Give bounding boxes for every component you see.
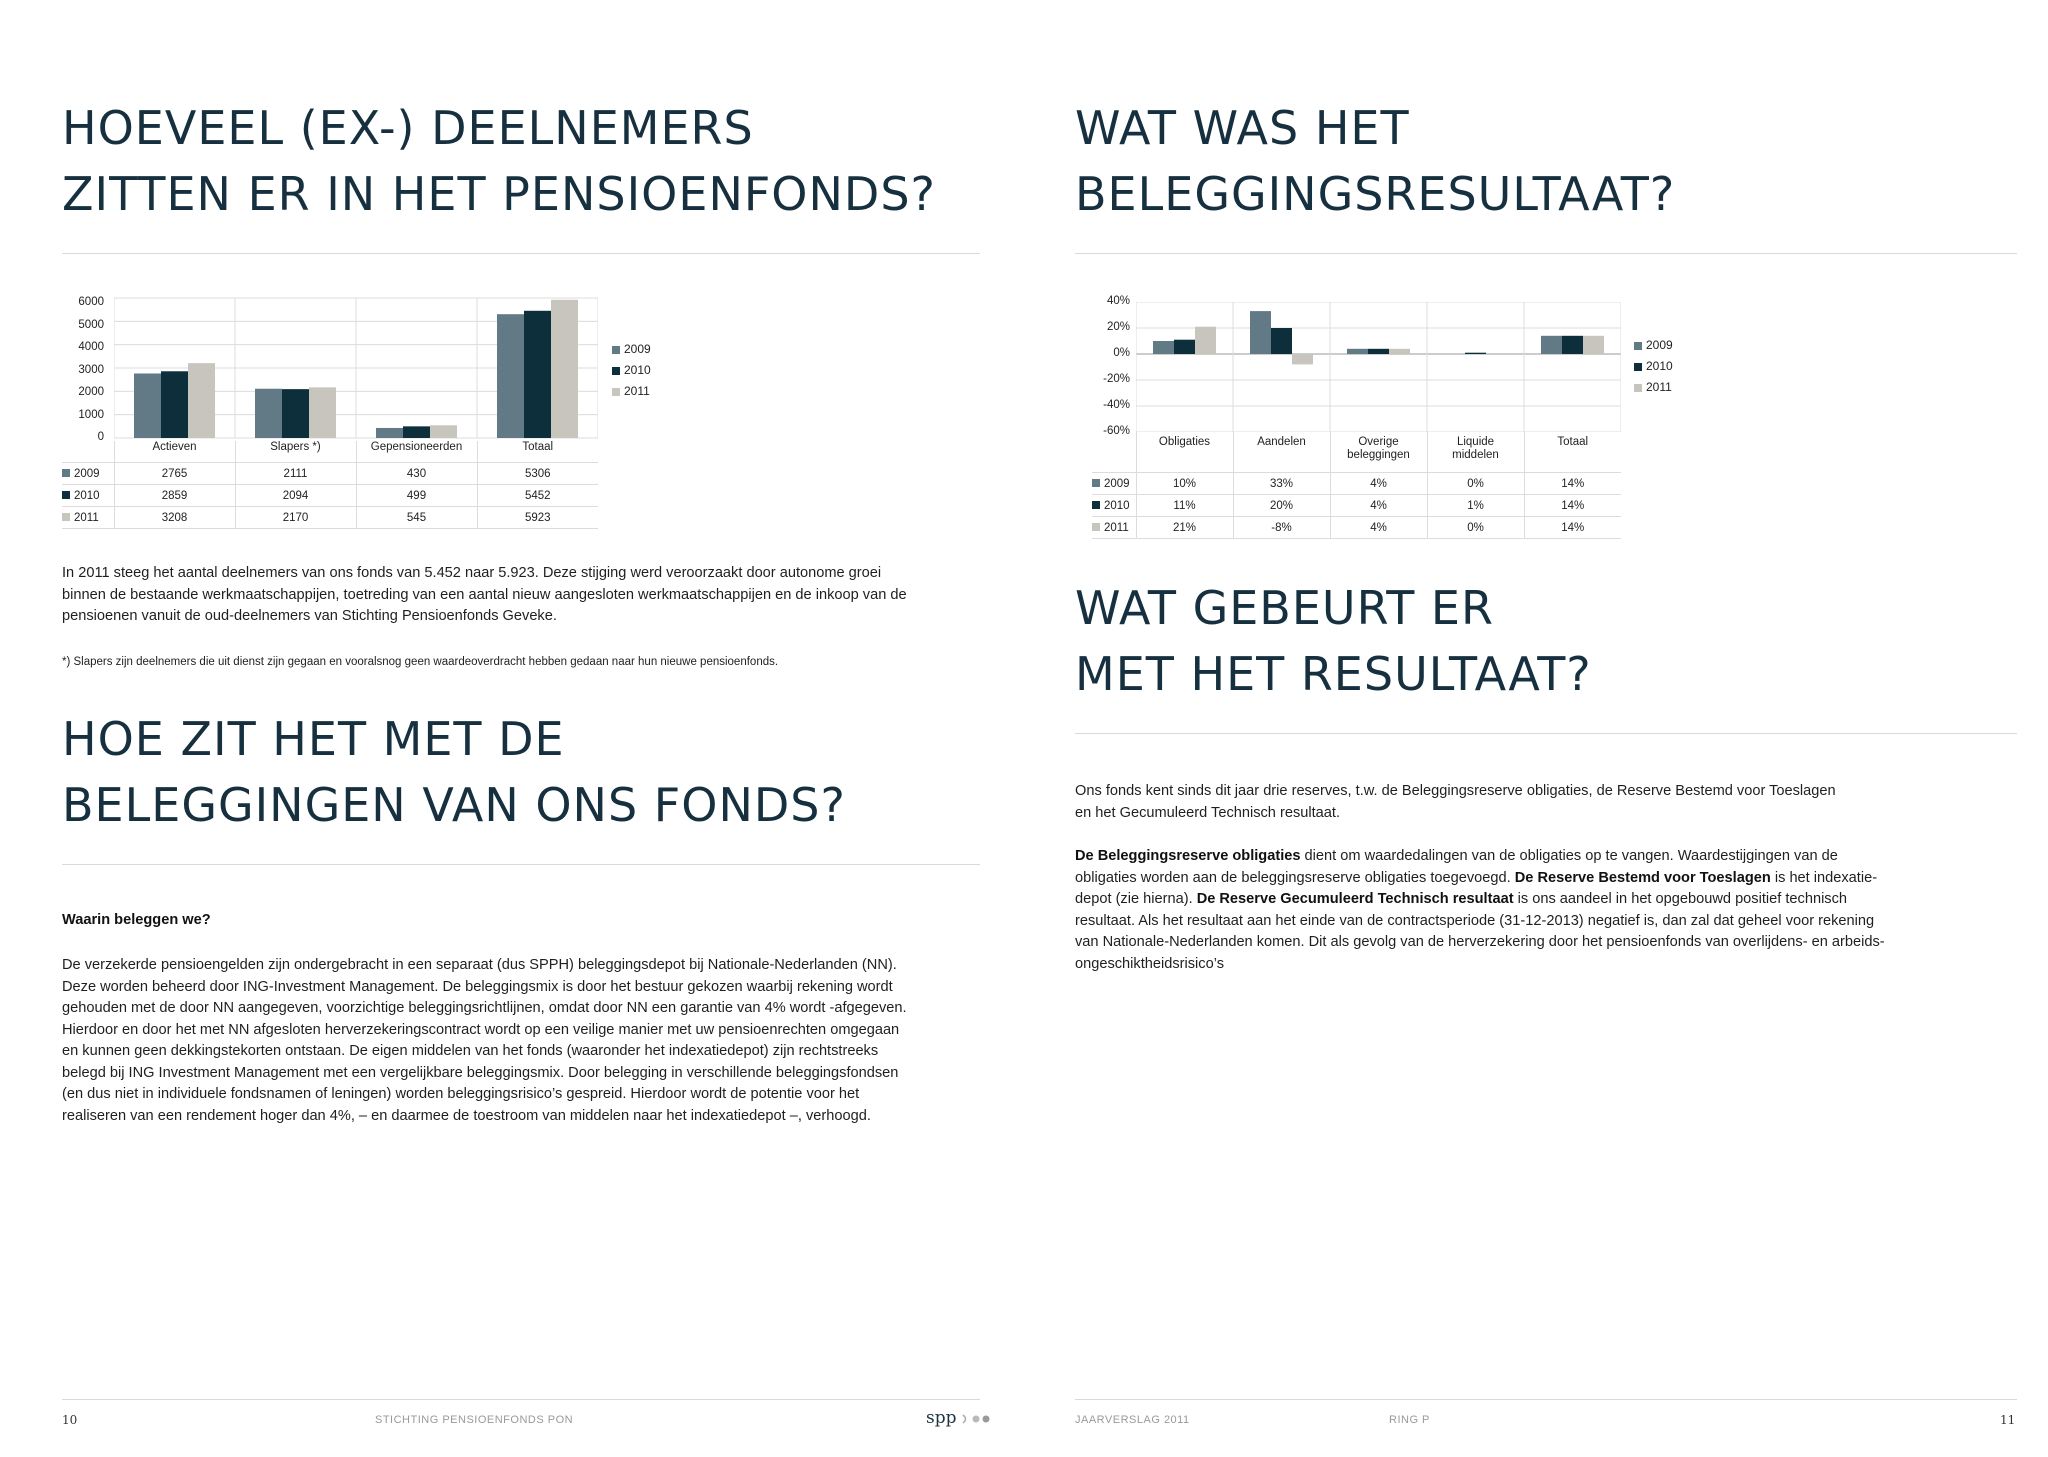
result-heading-line-1: WAT GEBEURT ER (1075, 581, 1494, 635)
bar-2009 (376, 428, 403, 438)
legend-swatch (1092, 523, 1100, 531)
result-heading (1075, 575, 1592, 707)
return-heading-line-1: WAT WAS HET (1075, 101, 1410, 155)
bar-2010 (1368, 349, 1389, 354)
text-run: depot (zie hierna). (1075, 891, 1197, 907)
data-cell: 20% (1233, 495, 1330, 517)
bar-2011 (1195, 327, 1216, 354)
y-tick-label: -40% (1103, 399, 1130, 411)
legend-item-2011 (612, 381, 651, 402)
text-line (1075, 954, 1885, 976)
bar-2009 (497, 314, 524, 438)
participants-bar-plot (114, 295, 598, 441)
data-cell: 5923 (477, 507, 598, 529)
bold-term: De Reserve Gecumuleerd Technisch resultaat (1196, 891, 1514, 907)
text-line: belegd bij ING Investment Management met een vergelijkbare beleggingsmix. Door belegging in verschillende beleggingsfondsen (62, 1064, 899, 1081)
table-row-2010 (62, 485, 598, 507)
table-corner (62, 441, 114, 463)
text-run: obligaties worden aan de beleggingsreserve obligaties toegevoegd. (1075, 869, 1515, 886)
text-run: ongeschiktheidsrisico’s (1075, 955, 1224, 972)
participants-paragraph (62, 563, 907, 628)
data-cell: 0% (1427, 473, 1524, 495)
text-line: en het Gecumuleerd Technisch resultaat. (1075, 804, 1341, 821)
category-label: Slapers *) (235, 441, 356, 463)
y-tick-label: 20% (1106, 321, 1130, 333)
data-cell: 4% (1330, 473, 1427, 495)
text-line: In 2011 steeg het aantal deelnemers van ons fonds van 5.452 naar 5.923. Deze stijging werd veroorzaakt door autonome groei (62, 565, 882, 581)
text-line (1075, 911, 1885, 933)
y-tick-label: 1000 (78, 409, 104, 421)
row-label-text: 2010 (1104, 499, 1130, 512)
table-header-row (1092, 432, 1621, 473)
data-cell: 430 (356, 463, 477, 485)
data-cell: 4% (1330, 495, 1427, 517)
bar-2011 (1292, 354, 1313, 364)
row-label (1092, 473, 1136, 495)
data-cell: 2859 (114, 485, 235, 507)
y-tick-label: 5000 (78, 319, 104, 331)
divider (62, 864, 980, 865)
return-heading (1075, 95, 1675, 227)
legend-swatch (612, 346, 620, 354)
text-line (1075, 932, 1885, 954)
row-label (1092, 495, 1136, 517)
divider (62, 253, 980, 254)
participants-heading-line-1: HOEVEEL (EX-) DEELNEMERS (62, 101, 754, 155)
return-data-table (1092, 432, 1621, 539)
bar-2010 (524, 311, 551, 438)
category-label: Totaal (477, 441, 598, 463)
y-tick-label: 0 (97, 431, 104, 443)
legend-item-2011 (1634, 377, 1673, 398)
data-cell: 14% (1524, 495, 1621, 517)
page-number: 10 (62, 1413, 78, 1427)
row-label-text: 2011 (74, 511, 99, 524)
y-tick-label: 3000 (78, 364, 104, 376)
bar-2009 (1153, 341, 1174, 354)
participants-data-table (62, 441, 598, 529)
row-label (62, 485, 114, 507)
bar-2010 (403, 426, 430, 438)
chart-legend (612, 339, 651, 402)
text-line (1075, 846, 1885, 868)
category-label: Actieven (114, 441, 235, 463)
bar-2011 (1389, 349, 1410, 354)
legend-swatch (1634, 384, 1642, 392)
text-line: en kunnen geen dekkingstekorten ontstaan. De eigen middelen van het fonds (waaronder het indexatiedepot) zijn rechtstreeks (62, 1043, 879, 1059)
return-bar-plot (1136, 302, 1621, 432)
bar-2009 (134, 373, 161, 438)
row-label-text: 2009 (74, 467, 100, 480)
footer-subtitle: RING P (1389, 1414, 1430, 1426)
text-run: is ons aandeel in het opgebouwd positief technisch (1513, 891, 1848, 907)
y-tick-label: 40% (1106, 295, 1130, 307)
text-line: gehouden met de door NN aangegeven, voorzichtige beleggingsrichtlijnen, omdat door NN een garantie van 4% wordt -afgegeven. (62, 1000, 907, 1016)
chart-legend (1634, 335, 1673, 398)
y-tick-label: -60% (1103, 425, 1130, 437)
text-line (1075, 868, 1885, 890)
investments-heading-line-1: HOE ZIT HET MET DE (62, 712, 565, 766)
divider (1075, 733, 2017, 734)
data-cell: 2170 (235, 507, 356, 529)
footer-divider (1075, 1399, 2017, 1400)
bar-2010 (1562, 336, 1583, 354)
page-number: 11 (2000, 1413, 2016, 1427)
bold-term: De Reserve Bestemd voor Toeslagen (1514, 869, 1771, 886)
data-cell: 33% (1233, 473, 1330, 495)
table-row-2010 (1092, 495, 1621, 517)
bar-2011 (309, 387, 336, 438)
text-line: (en dus niet in individuele fondsnamen of leningen) worden beleggingsrisico’s gespreid. Hierdoor wordt de potentie voor het (62, 1086, 860, 1102)
data-cell: 5306 (477, 463, 598, 485)
data-cell: 2765 (114, 463, 235, 485)
legend-label: 2010 (624, 363, 651, 377)
row-label (62, 507, 114, 529)
data-cell: 21% (1136, 517, 1233, 539)
legend-label: 2010 (1646, 359, 1673, 373)
bar-2009 (255, 389, 282, 438)
category-label: Aandelen (1233, 432, 1330, 473)
footer-divider (62, 1399, 980, 1400)
data-cell: 2111 (235, 463, 356, 485)
legend-item-2009 (1634, 335, 1673, 356)
data-cell: 2094 (235, 485, 356, 507)
text-run: resultaat. Als het resultaat aan het einde van de contractsperiode (31-12-2013) negatief is, dan zal dat geheel voor rekening (1075, 912, 1875, 929)
category-label: Overige beleggingen (1330, 432, 1427, 473)
text-line: binnen de bestaande werkmaatschappijen, toetreding van een aantal nieuw aangesloten werkmaatschappijen en de inkoop van de (62, 586, 907, 603)
bar-2011 (1583, 336, 1604, 354)
bar-2010 (282, 389, 309, 438)
legend-label: 2011 (1646, 380, 1672, 394)
bar-2009 (1541, 336, 1562, 354)
y-tick-label: -20% (1103, 373, 1130, 385)
footer-title: JAARVERSLAG 2011 (1075, 1414, 1190, 1426)
y-tick-label: 0% (1113, 347, 1130, 359)
data-cell: 3208 (114, 507, 235, 529)
return-heading-line-2: BELEGGINGSRESULTAAT? (1075, 167, 1676, 221)
legend-swatch (1092, 479, 1100, 487)
result-heading-line-2: MET HET RESULTAAT? (1075, 647, 1592, 701)
participants-heading (62, 95, 936, 227)
text-run: dient om waardedalingen van de obligaties op te vangen. Waardestijgingen van de (1300, 848, 1838, 864)
data-cell: -8% (1233, 517, 1330, 539)
text-line: Hierdoor en door het met NN afgesloten herverzekeringscontract wordt op een veilige manier met uw pensioenrechten omgegaan (62, 1021, 900, 1038)
category-label: Gepensioneerden (356, 441, 477, 463)
bar-2010 (161, 371, 188, 438)
logo-dots-icon (961, 1413, 995, 1425)
text-line: realiseren van een rendement hoger dan 4%, – en daarmee de toestroom van middelen naar het indexatiedepot –, verhoogd. (62, 1107, 871, 1124)
row-label-text: 2010 (74, 489, 100, 502)
text-line: pensioenen vanuit de oud-deelnemers van Stichting Pensioenfonds Geveke. (62, 608, 557, 624)
table-row-2011 (1092, 517, 1621, 539)
data-cell: 14% (1524, 473, 1621, 495)
legend-label: 2011 (624, 384, 650, 398)
data-cell: 545 (356, 507, 477, 529)
legend-item-2009 (612, 339, 651, 360)
footnote: *) Slapers zijn deelnemers die uit dienst zijn gegaan en vooralsnog geen waardeoverdracht hebben gedaan naar hun nieuwe pensioenfonds. (62, 656, 779, 668)
spp-logo (926, 1408, 995, 1428)
table-row-2009 (62, 463, 598, 485)
bar-2010 (1465, 353, 1486, 354)
row-label (62, 463, 114, 485)
reserves-detail-paragraph (1075, 846, 1885, 975)
text-run: van Nationale-Nederlanden komen. Dit als gevolg van de herverzekering door het pensioenfonds van overlijdens- en arbeids- (1075, 934, 1885, 950)
divider (1075, 253, 2017, 254)
table-corner (1092, 432, 1136, 473)
data-cell: 499 (356, 485, 477, 507)
data-cell: 1% (1427, 495, 1524, 517)
legend-item-2010 (612, 360, 651, 381)
table-header-row (62, 441, 598, 463)
data-cell: 0% (1427, 517, 1524, 539)
legend-swatch (612, 388, 620, 396)
row-label-text: 2011 (1104, 521, 1129, 534)
data-cell: 5452 (477, 485, 598, 507)
participants-heading-line-2: ZITTEN ER IN HET PENSIOENFONDS? (62, 167, 936, 221)
bar-2011 (188, 363, 215, 438)
legend-swatch (62, 491, 70, 499)
footer-title: STICHTING PENSIOENFONDS PON (375, 1414, 574, 1426)
right-page (1024, 0, 2048, 1457)
data-cell: 10% (1136, 473, 1233, 495)
data-cell: 14% (1524, 517, 1621, 539)
text-line: Deze worden beheerd door ING-Investment Management. De beleggingsmix is door het bestuur gekozen waarbij rekening wordt (62, 978, 893, 995)
bold-term: De Beleggingsreserve obligaties (1075, 848, 1301, 864)
legend-label: 2009 (624, 342, 651, 356)
investments-heading (62, 706, 846, 838)
category-label: Totaal (1524, 432, 1621, 473)
investments-heading-line-2: BELEGGINGEN VAN ONS FONDS? (62, 778, 846, 832)
legend-swatch (62, 469, 70, 477)
row-label (1092, 517, 1136, 539)
bar-2010 (1271, 328, 1292, 354)
table-row-2009 (1092, 473, 1621, 495)
reserves-intro-paragraph (1075, 781, 1836, 824)
text-line: Ons fonds kent sinds dit jaar drie reserves, t.w. de Beleggingsreserve obligaties, de Reserve Bestemd voor Toeslagen (1075, 783, 1836, 799)
legend-item-2010 (1634, 356, 1673, 377)
bar-2011 (430, 425, 457, 438)
logo-text: spp (926, 1408, 957, 1428)
legend-swatch (62, 513, 70, 521)
bar-2009 (1347, 349, 1368, 354)
row-label-text: 2009 (1104, 477, 1130, 490)
data-cell: 11% (1136, 495, 1233, 517)
y-tick-label: 2000 (78, 386, 104, 398)
text-line: De verzekerde pensioengelden zijn ondergebracht in een separaat (dus SPPH) beleggingsdepot bij Nationale-Nederlanden (NN). (62, 957, 897, 973)
category-label: Liquide middelen (1427, 432, 1524, 473)
legend-swatch (1634, 363, 1642, 371)
data-cell: 4% (1330, 517, 1427, 539)
legend-label: 2009 (1646, 338, 1673, 352)
text-run: is het indexatie- (1770, 869, 1878, 886)
category-label: Obligaties (1136, 432, 1233, 473)
bar-2009 (1250, 311, 1271, 354)
y-tick-label: 4000 (78, 341, 104, 353)
legend-swatch (1634, 342, 1642, 350)
y-tick-label: 6000 (78, 296, 104, 308)
text-line (1075, 889, 1885, 911)
bar-2010 (1174, 340, 1195, 354)
legend-swatch (612, 367, 620, 375)
investments-paragraph (62, 955, 907, 1127)
bar-2011 (551, 300, 578, 438)
subheading: Waarin beleggen we? (62, 912, 211, 928)
table-row-2011 (62, 507, 598, 529)
legend-swatch (1092, 501, 1100, 509)
